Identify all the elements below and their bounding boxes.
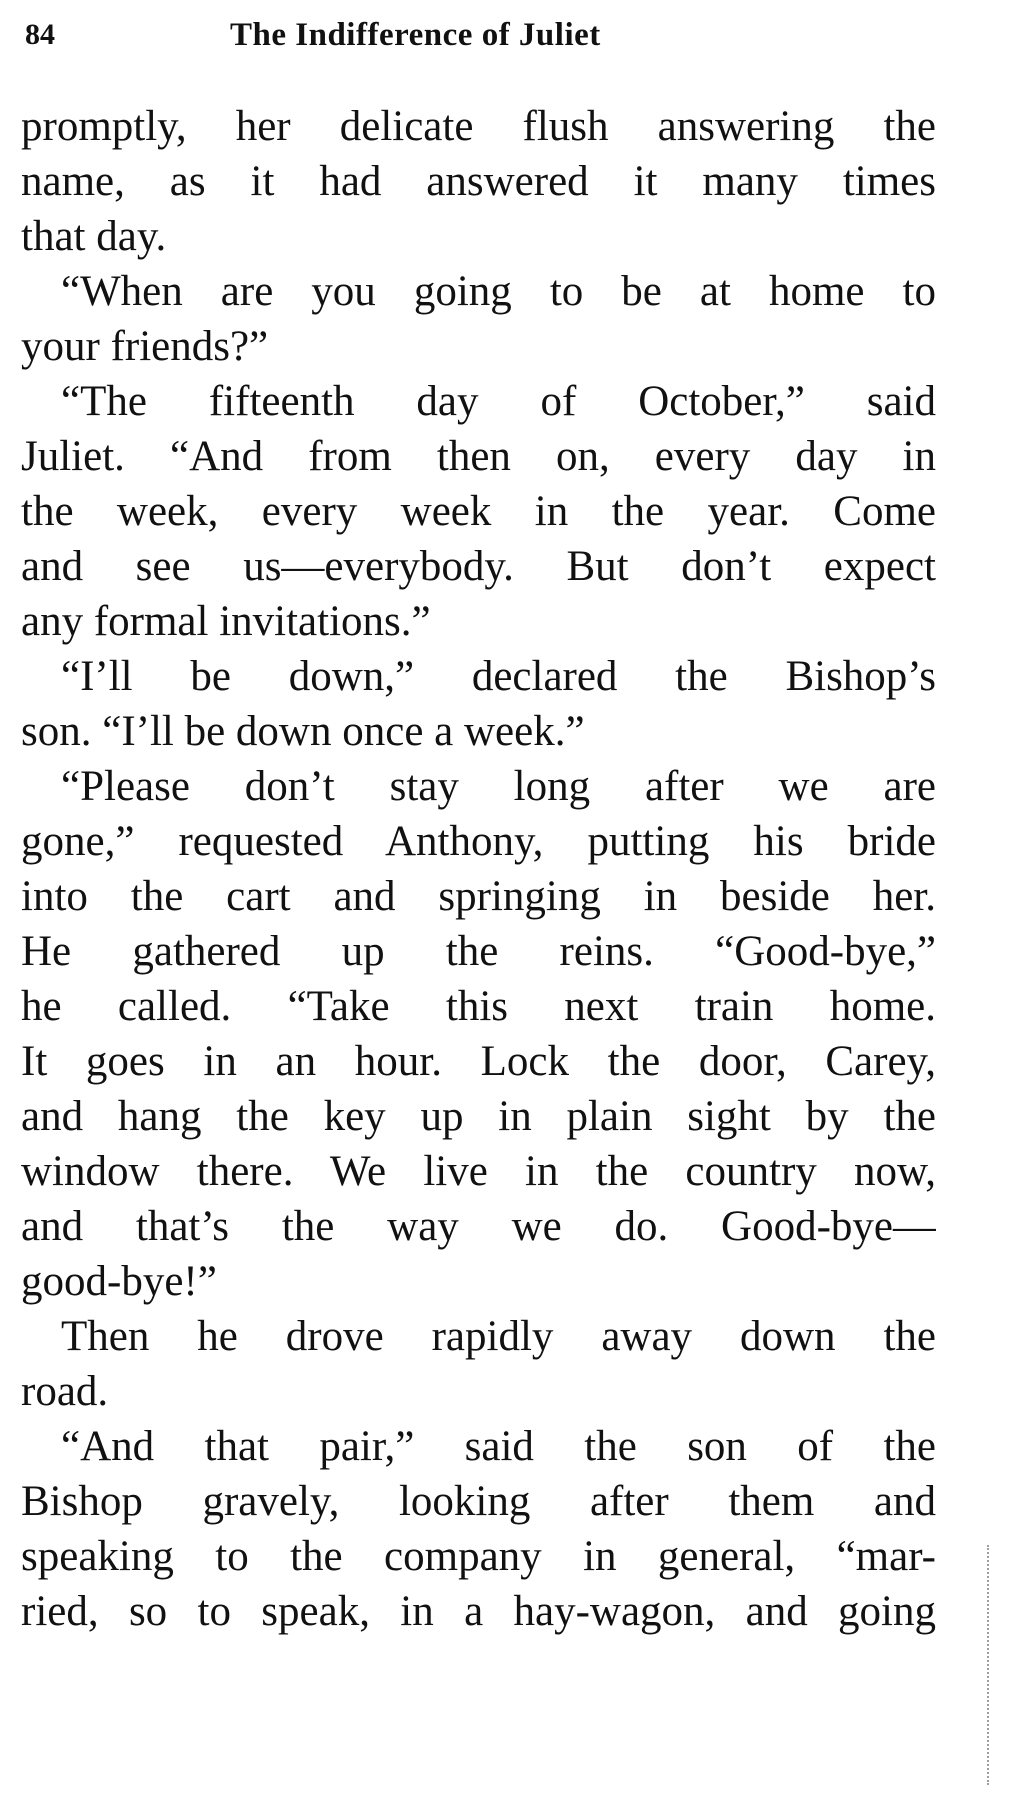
- text-line: your friends?”: [21, 323, 269, 370]
- text-line: any formal invitations.”: [21, 598, 431, 645]
- text-line: gone,” requested Anthony, putting his bride: [21, 818, 936, 865]
- text-line: he called. “Take this next train home.: [21, 983, 936, 1030]
- text-line: “The fifteenth day of October,” said: [61, 378, 936, 425]
- text-line: and see us—everybody. But don’t expect: [21, 543, 936, 590]
- body-text: [21, 99, 936, 1639]
- text-line: into the cart and springing in beside her.: [21, 873, 936, 920]
- text-line: “And that pair,” said the son of the: [61, 1423, 936, 1470]
- text-line: good-bye!”: [21, 1258, 217, 1305]
- page-header: [25, 10, 745, 60]
- text-line: and hang the key up in plain sight by the: [21, 1093, 936, 1140]
- text-line: and that’s the way we do. Good-bye—: [21, 1203, 936, 1250]
- page-number: 84: [25, 18, 55, 51]
- text-line: window there. We live in the country now,: [21, 1148, 936, 1195]
- text-line: It goes in an hour. Lock the door, Carey,: [21, 1038, 936, 1085]
- text-line: road.: [21, 1368, 109, 1415]
- text-line: that day.: [21, 213, 167, 260]
- text-line: Bishop gravely, looking after them and: [21, 1478, 936, 1525]
- margin-scan-marks: [987, 1545, 995, 1785]
- text-line: Then he drove rapidly away down the: [61, 1313, 936, 1360]
- text-line: son. “I’ll be down once a week.”: [21, 708, 585, 755]
- text-line: Juliet. “And from then on, every day in: [21, 433, 936, 480]
- text-line: the week, every week in the year. Come: [21, 488, 936, 535]
- running-title: The Indifference of Juliet: [230, 17, 601, 53]
- text-line: speaking to the company in general, “mar-: [21, 1533, 936, 1580]
- text-line: “I’ll be down,” declared the Bishop’s: [61, 653, 936, 700]
- text-line: “When are you going to be at home to: [61, 268, 936, 315]
- text-line: promptly, her delicate flush answering the: [21, 103, 936, 150]
- text-line: He gathered up the reins. “Good-bye,”: [21, 928, 936, 975]
- text-line: “Please don’t stay long after we are: [61, 763, 936, 810]
- text-line: ried, so to speak, in a hay-wagon, and going: [21, 1588, 936, 1635]
- text-line: name, as it had answered it many times: [21, 158, 936, 205]
